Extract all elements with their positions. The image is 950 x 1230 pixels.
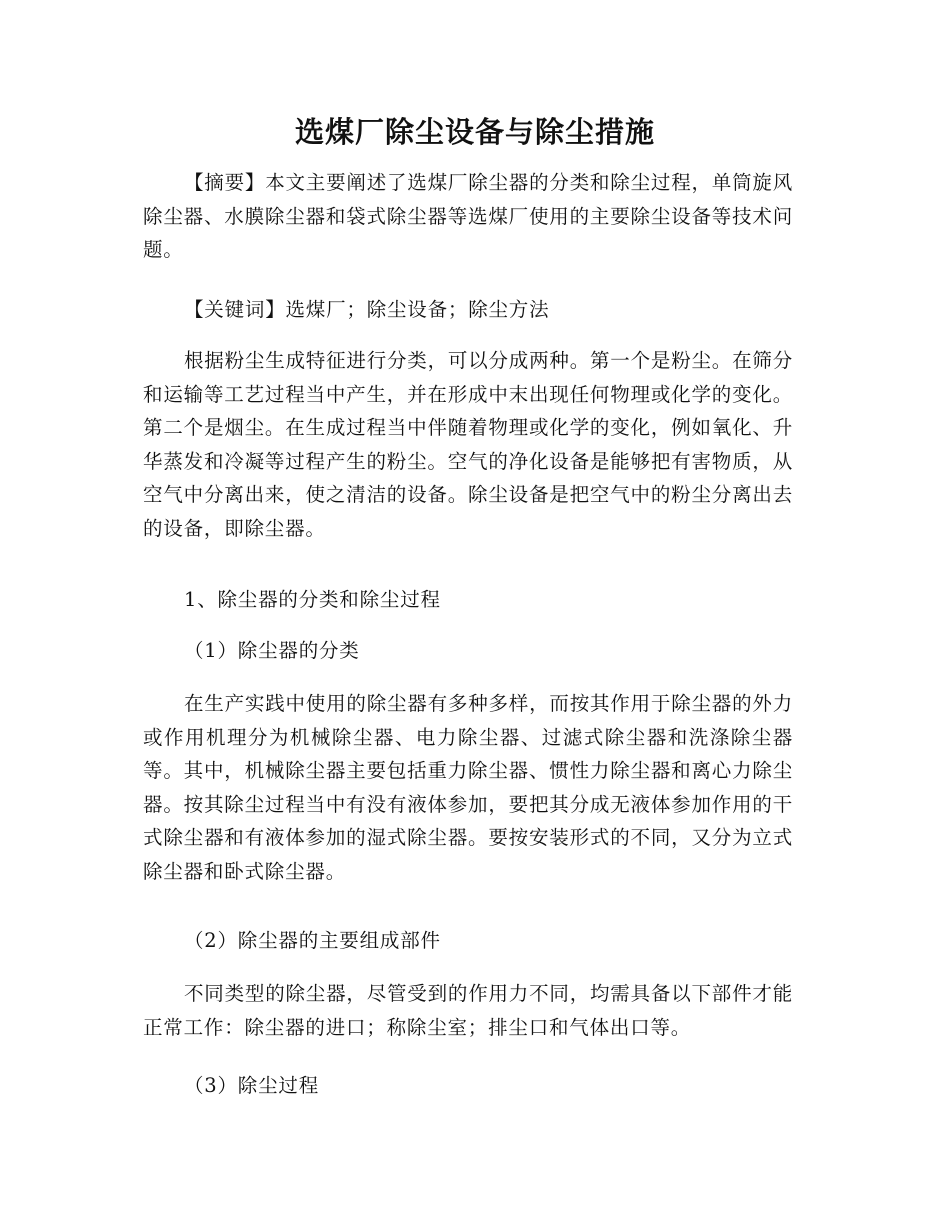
- section-1-2-heading: （2）除尘器的主要组成部件: [184, 929, 441, 952]
- document-title: 选煤厂除尘设备与除尘措施: [294, 115, 655, 149]
- section-1-3-heading: （3）除尘过程: [184, 1074, 320, 1097]
- intro-paragraph: 根据粉尘生成特征进行分类，可以分成两种。第一个是粉尘。在筛分和运输等工艺过程当中产生，并在形成中末出现任何物理或化学的变化。第二个是烟尘。在生成过程当中伴随着物理或化学的变化，例如氧化、升华蒸发和冷凝等过程产生的粉尘。空气的净化设备是能够把有害物质，从空气中分离出来，使之清洁的设备。除尘设备是把空气中的粉尘分离出去的设备，即除尘器。: [143, 349, 794, 540]
- section-1-1-heading: （1）除尘器的分类: [184, 639, 360, 662]
- section-1-2-body: 不同类型的除尘器，尽管受到的作用力不同，均需具备以下部件才能正常工作：除尘器的进口；称除尘室；排尘口和气体出口等。: [143, 982, 794, 1039]
- abstract-paragraph: 【摘要】本文主要阐述了选煤厂除尘器的分类和除尘过程，单筒旋风除尘器、水膜除尘器和袋式除尘器等选煤厂使用的主要除尘设备等技术问题。: [143, 171, 794, 261]
- section-1-1-body: 在生产实践中使用的除尘器有多种多样，而按其作用于除尘器的外力或作用机理分为机械除尘器、电力除尘器、过滤式除尘器和洗涤除尘器等。其中，机械除尘器主要包括重力除尘器、惯性力除尘器和离心力除尘器。按其除尘过程当中有没有液体参加，要把其分成无液体参加作用的干式除尘器和有液体参加的湿式除尘器。要按安装形式的不同，又分为立式除尘器和卧式除尘器。: [143, 692, 794, 883]
- section-1-heading: 1、除尘器的分类和除尘过程: [184, 588, 441, 611]
- keywords-paragraph: 【关键词】选煤厂；除尘设备；除尘方法: [184, 298, 550, 321]
